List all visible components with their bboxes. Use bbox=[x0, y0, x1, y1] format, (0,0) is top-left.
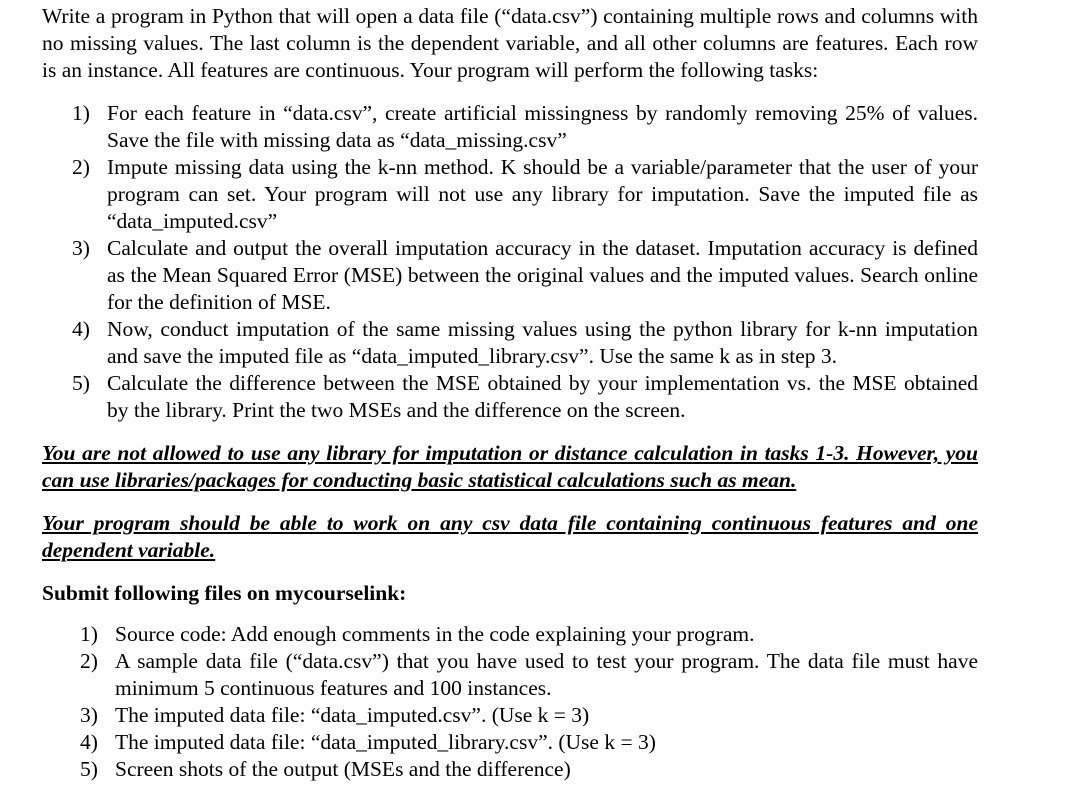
task-item bbox=[42, 235, 978, 316]
generality-requirement-note: Your program should be able to work on any csv data file containing continuous features and one dependent variable. bbox=[42, 511, 978, 562]
library-restriction-note: You are not allowed to use any library for imputation or distance calculation in tasks 1-3. However, you can use libraries/packages for conducting basic statistical calculations such as mean. bbox=[42, 441, 978, 492]
submission-number: 3) bbox=[80, 703, 98, 727]
submission-text: Source code: Add enough comments in the code explaining your program. bbox=[115, 622, 755, 646]
submission-text: A sample data file (“data.csv”) that you have used to test your program. The data file must have minimum 5 continuous features and 100 instances. bbox=[115, 649, 978, 700]
submission-item bbox=[42, 729, 978, 756]
task-text: Calculate and output the overall imputation accuracy in the dataset. Imputation accuracy is defined as the Mean Squared Error (MSE) between the original values and the imputed values. Search online for the definition of MSE. bbox=[107, 236, 978, 314]
submission-text: The imputed data file: “data_imputed.csv”. (Use k = 3) bbox=[115, 703, 590, 727]
task-text: Impute missing data using the k-nn method. K should be a variable/parameter that the user of your program can set. Your program will not use any library for imputation. Save the imputed file as “data_imputed.csv” bbox=[107, 155, 978, 233]
submission-item bbox=[42, 756, 978, 783]
task-number: 4) bbox=[72, 317, 90, 341]
task-item bbox=[42, 154, 978, 235]
submit-heading: Submit following files on mycourselink: bbox=[42, 581, 407, 605]
task-list bbox=[42, 100, 978, 424]
submission-number: 5) bbox=[80, 757, 98, 781]
intro-paragraph: Write a program in Python that will open a data file (“data.csv”) containing multiple rows and columns with no missing values. The last column is the dependent variable, and all other columns are features. Each row is an instance. All features are continuous. Your program will perform the following tasks: bbox=[42, 4, 978, 82]
task-text: For each feature in “data.csv”, create artificial missingness by randomly removing 25% of values. Save the file with missing data as “data_missing.csv” bbox=[107, 101, 978, 152]
task-item bbox=[42, 316, 978, 370]
submission-text: The imputed data file: “data_imputed_library.csv”. (Use k = 3) bbox=[115, 730, 656, 754]
task-item bbox=[42, 100, 978, 154]
task-number: 1) bbox=[72, 101, 90, 125]
submission-number: 4) bbox=[80, 730, 98, 754]
submission-item bbox=[42, 648, 978, 702]
submission-item bbox=[42, 621, 978, 648]
task-number: 2) bbox=[72, 155, 90, 179]
task-number: 3) bbox=[72, 236, 90, 260]
submission-list bbox=[42, 621, 978, 783]
task-number: 5) bbox=[72, 371, 90, 395]
task-text: Calculate the difference between the MSE obtained by your implementation vs. the MSE obtained by the library. Print the two MSEs and the difference on the screen. bbox=[107, 371, 978, 422]
submission-item bbox=[42, 702, 978, 729]
task-text: Now, conduct imputation of the same missing values using the python library for k-nn imputation and save the imputed file as “data_imputed_library.csv”. Use the same k as in step 3. bbox=[107, 317, 978, 368]
task-item bbox=[42, 370, 978, 424]
submission-number: 1) bbox=[80, 622, 98, 646]
submission-number: 2) bbox=[80, 649, 98, 673]
submission-text: Screen shots of the output (MSEs and the difference) bbox=[115, 757, 571, 781]
